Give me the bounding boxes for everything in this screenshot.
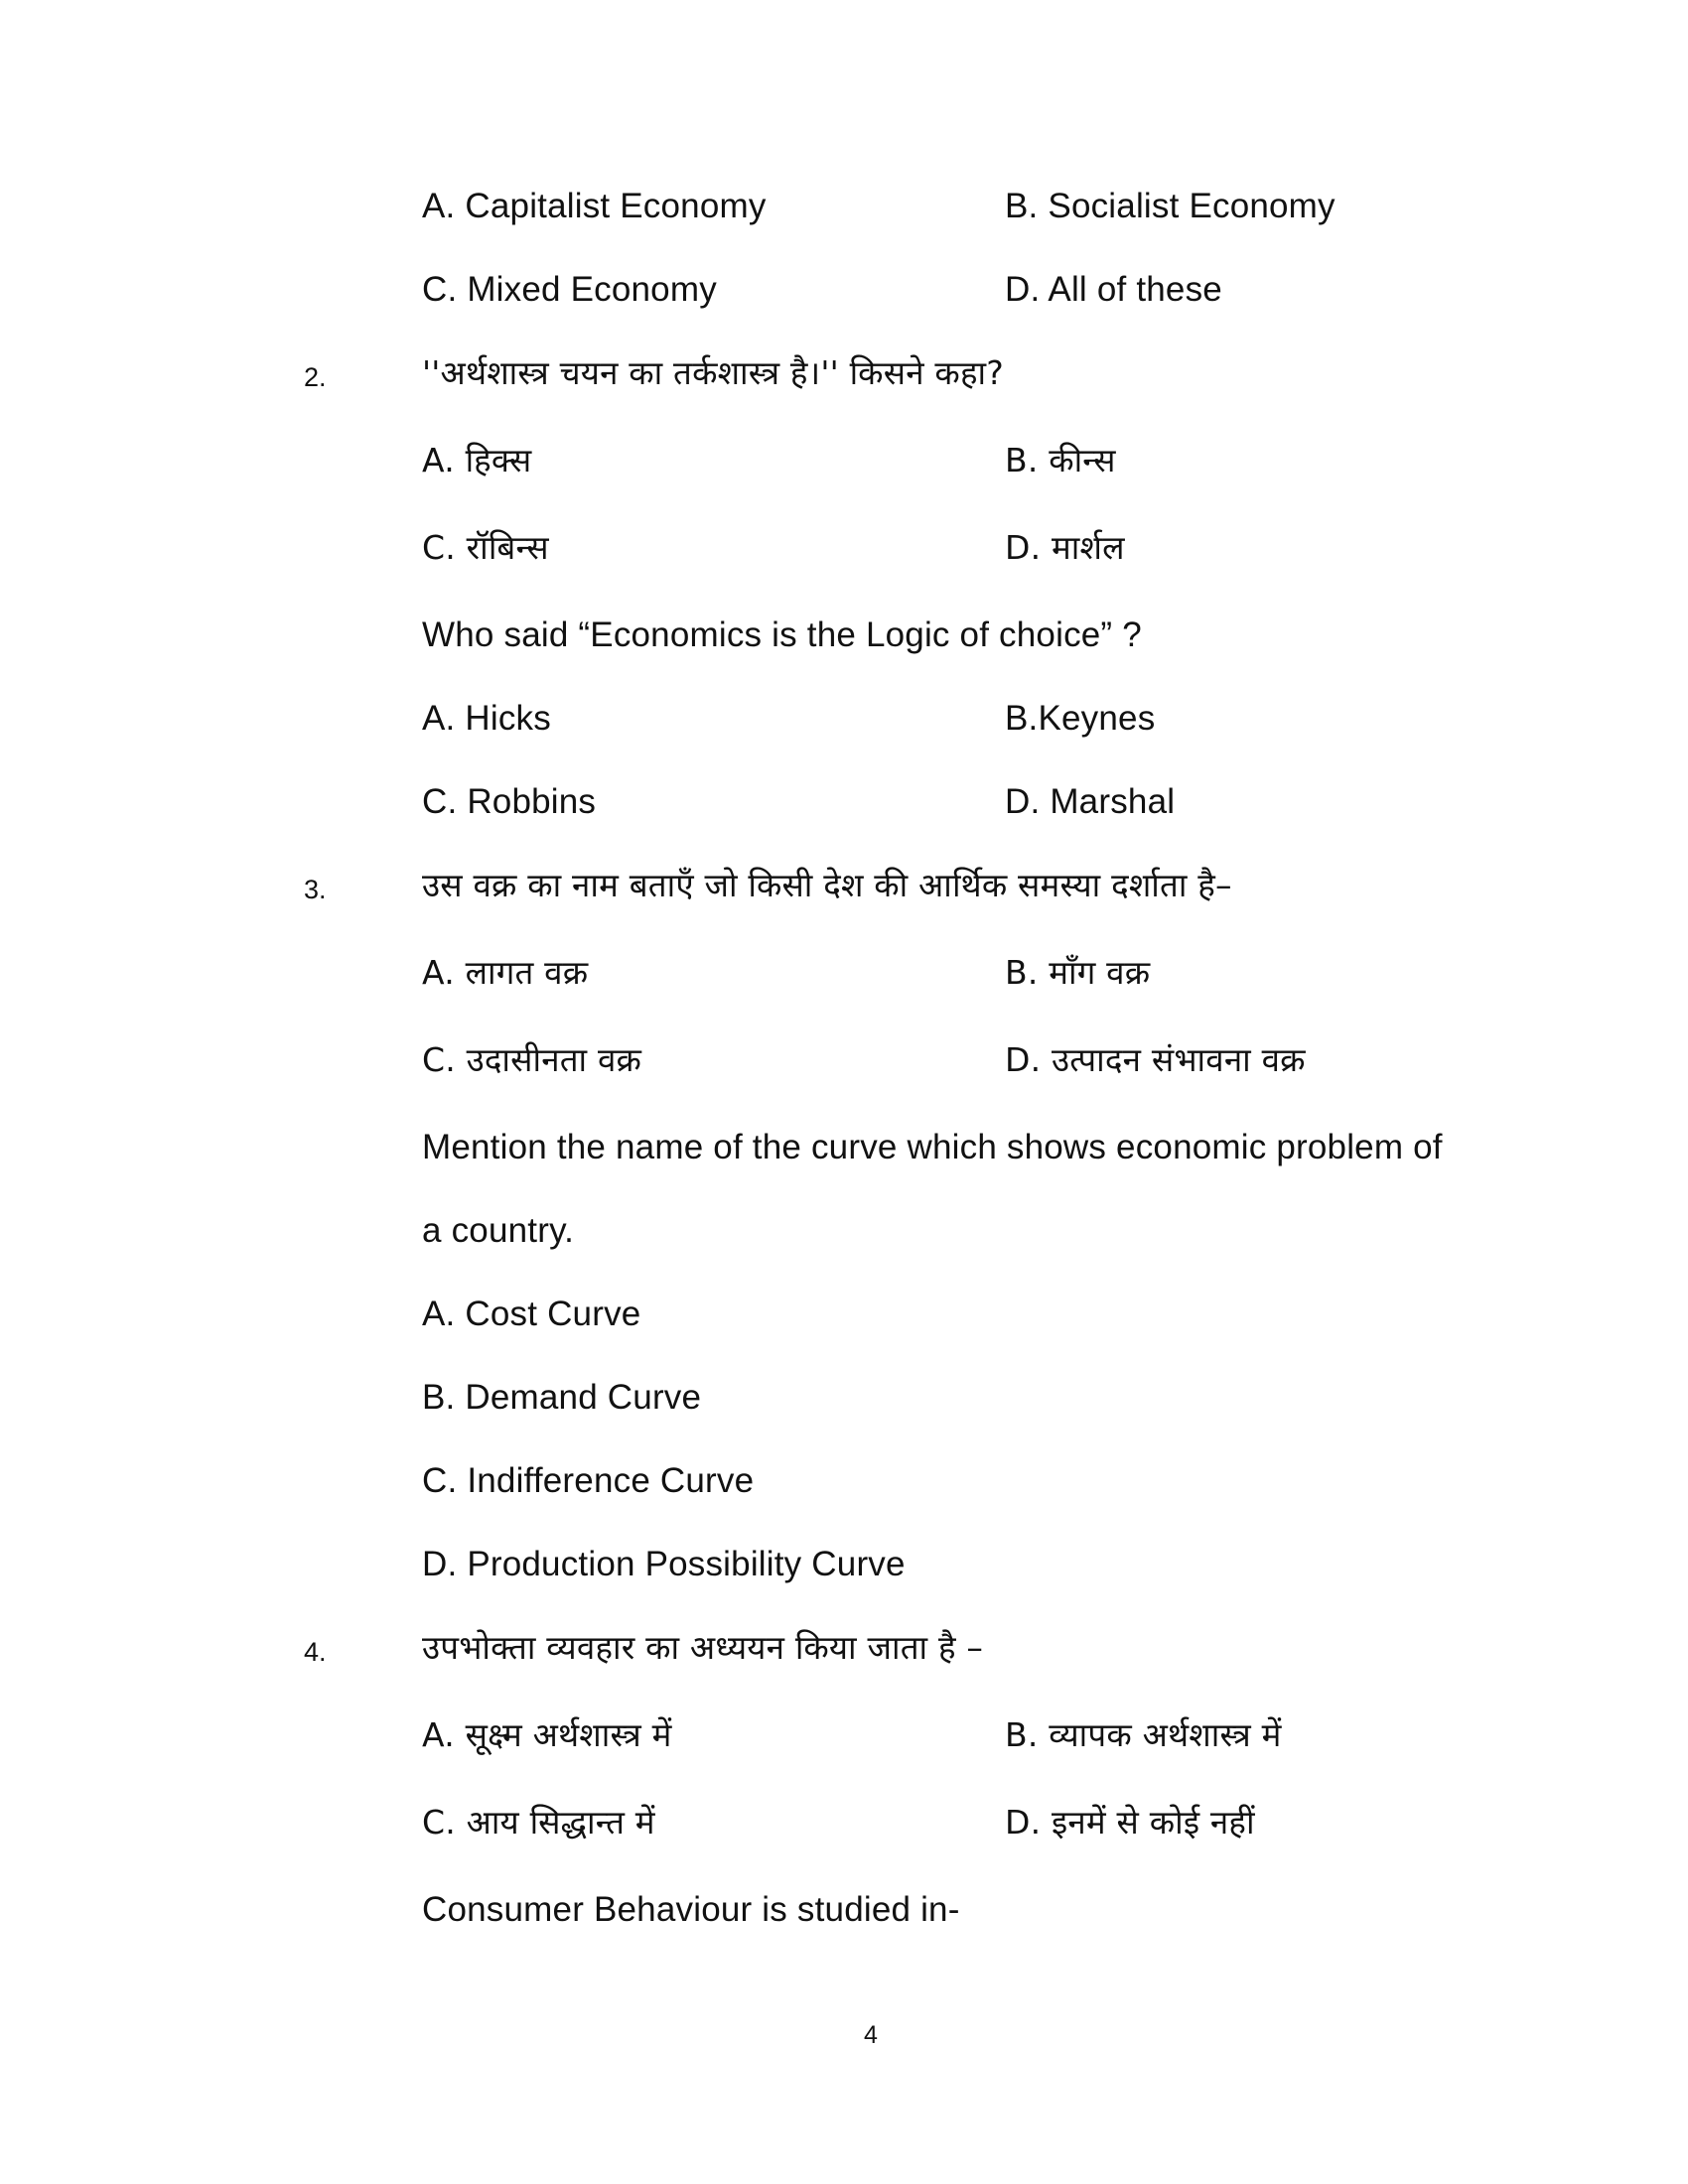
q3-english-option-b: B. Demand Curve: [422, 1378, 702, 1417]
q3-hindi-option-d: D. उत्पादन संभावना वक्र: [1005, 1040, 1306, 1079]
q3-english-option-c: C. Indifference Curve: [422, 1461, 755, 1500]
question-number-4: 4.: [304, 1637, 327, 1667]
q4-hindi-question: उपभोक्ता व्यवहार का अध्ययन किया जाता है –: [422, 1628, 984, 1667]
q2-hindi-option-c: C. रॉबिन्स: [422, 528, 549, 567]
q2-english-option-a: A. Hicks: [422, 699, 551, 738]
q2-hindi-question: ''अर्थशास्त्र चयन का तर्कशास्त्र है।'' किसने कहा?: [422, 353, 1004, 392]
q2-hindi-option-d: D. मार्शल: [1005, 528, 1125, 567]
q3-english-option-a: A. Cost Curve: [422, 1295, 641, 1333]
q3-hindi-question: उस वक्र का नाम बताएँ जो किसी देश की आर्थिक समस्या दर्शाता है–: [422, 866, 1232, 904]
q2-hindi-option-b: B. कीन्स: [1005, 441, 1116, 479]
question-number-3: 3.: [304, 875, 327, 904]
q1-option-a: A. Capitalist Economy: [422, 187, 767, 225]
q3-english-question-line1: Mention the name of the curve which shows economic problem of: [422, 1128, 1443, 1166]
q2-hindi-option-a: A. हिक्स: [422, 441, 532, 479]
q4-hindi-option-d: D. इनमें से कोई नहीं: [1005, 1803, 1255, 1842]
q2-english-option-c: C. Robbins: [422, 782, 597, 821]
q3-english-question-line2: a country.: [422, 1211, 575, 1250]
q3-hindi-option-b: B. माँग वक्र: [1005, 953, 1151, 992]
q1-option-d: D. All of these: [1005, 270, 1222, 309]
q2-english-option-b: B.Keynes: [1005, 699, 1156, 738]
q4-english-question: Consumer Behaviour is studied in-: [422, 1890, 960, 1929]
q3-hindi-option-a: A. लागत वक्र: [422, 953, 589, 992]
q4-hindi-option-a: A. सूक्ष्म अर्थशास्त्र में: [422, 1715, 672, 1754]
q1-option-b: B. Socialist Economy: [1005, 187, 1336, 225]
q2-english-question: Who said “Economics is the Logic of choice” ?: [422, 615, 1142, 654]
page-number: 4: [864, 2021, 878, 2049]
q3-hindi-option-c: C. उदासीनता वक्र: [422, 1040, 642, 1079]
q4-hindi-option-b: B. व्यापक अर्थशास्त्र में: [1005, 1715, 1282, 1754]
q1-option-c: C. Mixed Economy: [422, 270, 717, 309]
q4-hindi-option-c: C. आय सिद्धान्त में: [422, 1803, 655, 1842]
q2-english-option-d: D. Marshal: [1005, 782, 1176, 821]
q3-english-option-d: D. Production Possibility Curve: [422, 1545, 906, 1583]
question-number-2: 2.: [304, 362, 327, 392]
